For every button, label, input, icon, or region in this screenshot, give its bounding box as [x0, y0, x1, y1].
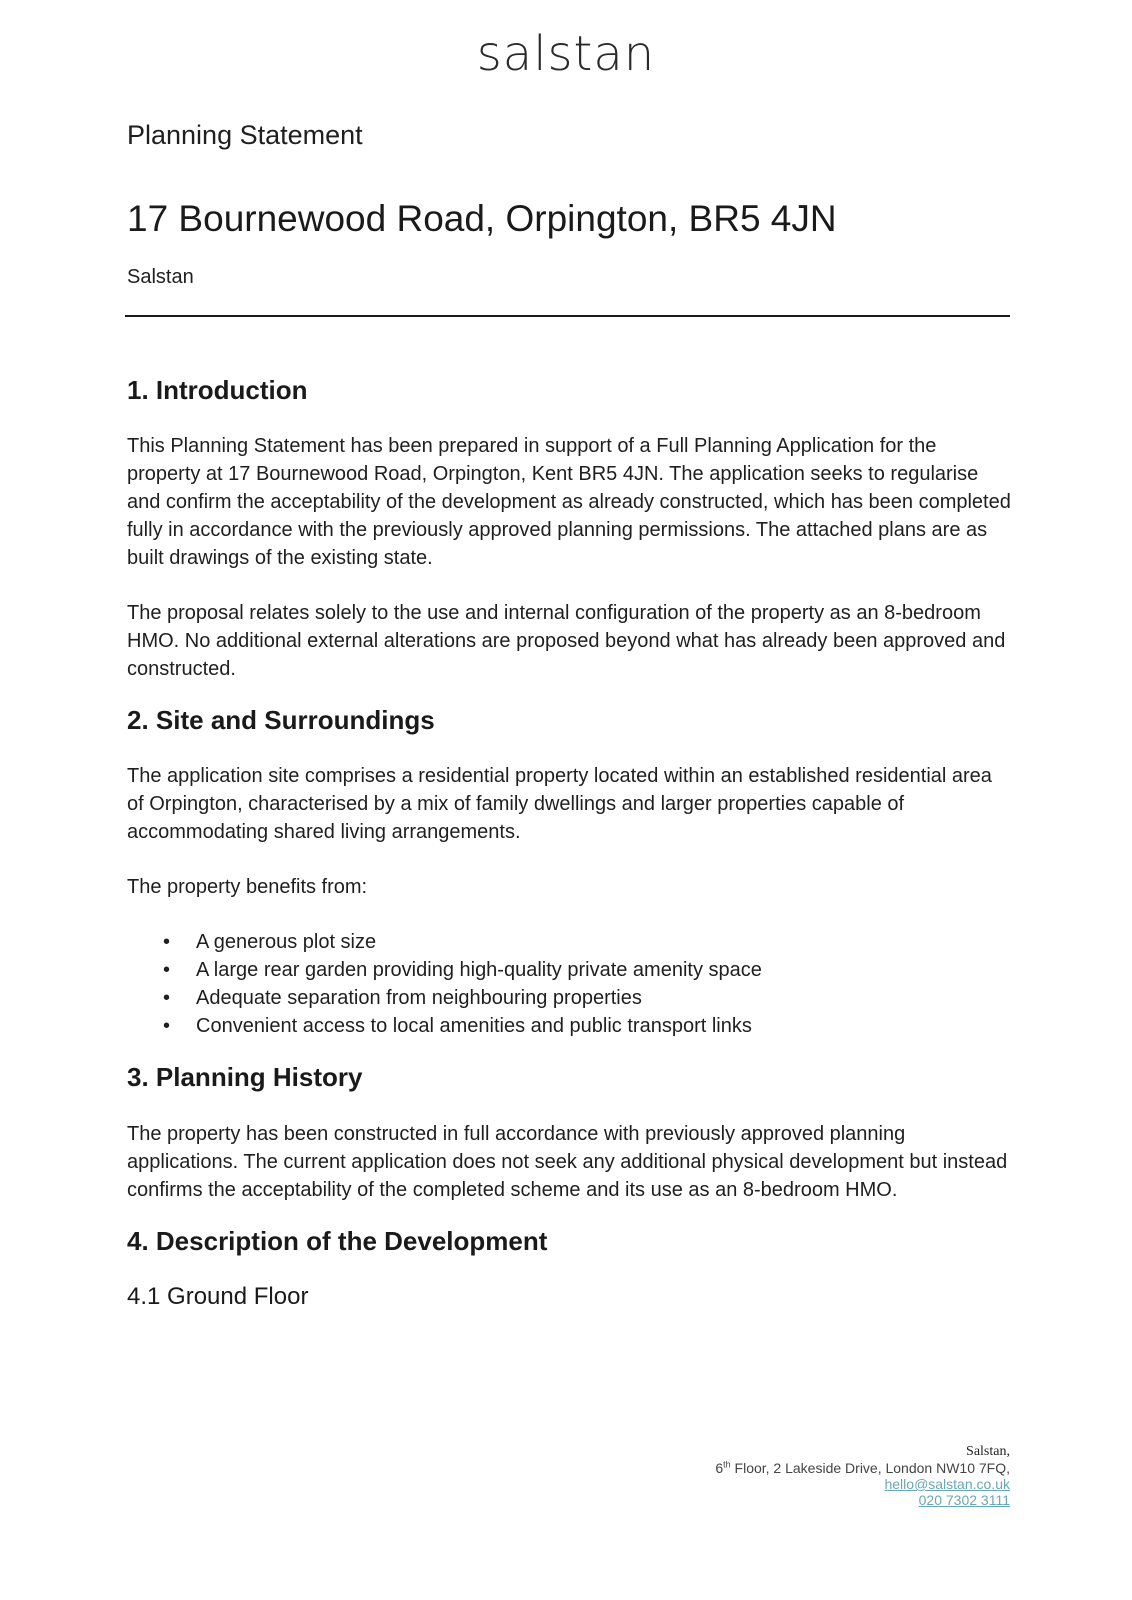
site-benefits-list [127, 928, 1012, 1040]
bullet-icon: • [163, 987, 171, 1010]
document-title: 17 Bournewood Road, Orpington, BR5 4JN [127, 198, 837, 239]
footer-email-link[interactable]: hello@salstan.co.uk [884, 1476, 1010, 1492]
company-logo: salstan [476, 26, 656, 82]
section-heading-site: 2. Site and Surroundings [127, 705, 435, 736]
bullet-icon: • [163, 1015, 171, 1038]
section-heading-history: 3. Planning History [127, 1062, 363, 1093]
footer-address: 6th Floor, 2 Lakeside Drive, London NW10 7FQ, [715, 1459, 1010, 1476]
document-author: Salstan [127, 266, 194, 288]
paragraph: The application site comprises a residential property located within an established residential area of Orpington, characterised by a mix of family dwellings and larger properties capable of accommodating shared living arrangements. [127, 765, 992, 844]
footer-company: Salstan, [966, 1444, 1010, 1459]
list-item: • A large rear garden providing high-quality private amenity space [127, 956, 1012, 984]
page-footer [715, 1444, 1010, 1508]
list-item: • Convenient access to local amenities and public transport links [127, 1012, 1012, 1040]
subsection-heading-ground-floor: 4.1 Ground Floor [127, 1282, 309, 1310]
title-divider [125, 315, 1010, 317]
paragraph: The property benefits from: [127, 876, 368, 899]
paragraph: This Planning Statement has been prepared in support of a Full Planning Application for the property at 17 Bournewood Road, Orpington, Kent BR5 4JN. The application seeks to regularise and confirm the acceptability of the development as already constructed, which has been completed fully in accordance with the previously approved planning permissions. The attached plans are as built drawings of the existing state. [127, 435, 1011, 570]
section-heading-description: 4. Description of the Development [127, 1225, 548, 1256]
bullet-icon: • [163, 931, 171, 954]
footer-phone-link[interactable]: 020 7302 3111 [918, 1492, 1010, 1508]
bullet-icon: • [163, 959, 171, 982]
paragraph: The property has been constructed in full accordance with previously approved planning applications. The current application does not seek any additional physical development but instead confirms the acceptability of the completed scheme and its use as an 8-bedroom HMO. [127, 1122, 1008, 1201]
list-item: • A generous plot size [127, 928, 1012, 956]
list-item: • Adequate separation from neighbouring properties [127, 984, 1012, 1012]
section-heading-introduction: 1. Introduction [127, 375, 308, 405]
document-body [127, 375, 1012, 1312]
document-type: Planning Statement [127, 120, 363, 150]
paragraph: The proposal relates solely to the use and internal configuration of the property as an 8-bedroom HMO. No additional external alterations are proposed beyond what has already been approved and constructed. [127, 602, 1006, 681]
